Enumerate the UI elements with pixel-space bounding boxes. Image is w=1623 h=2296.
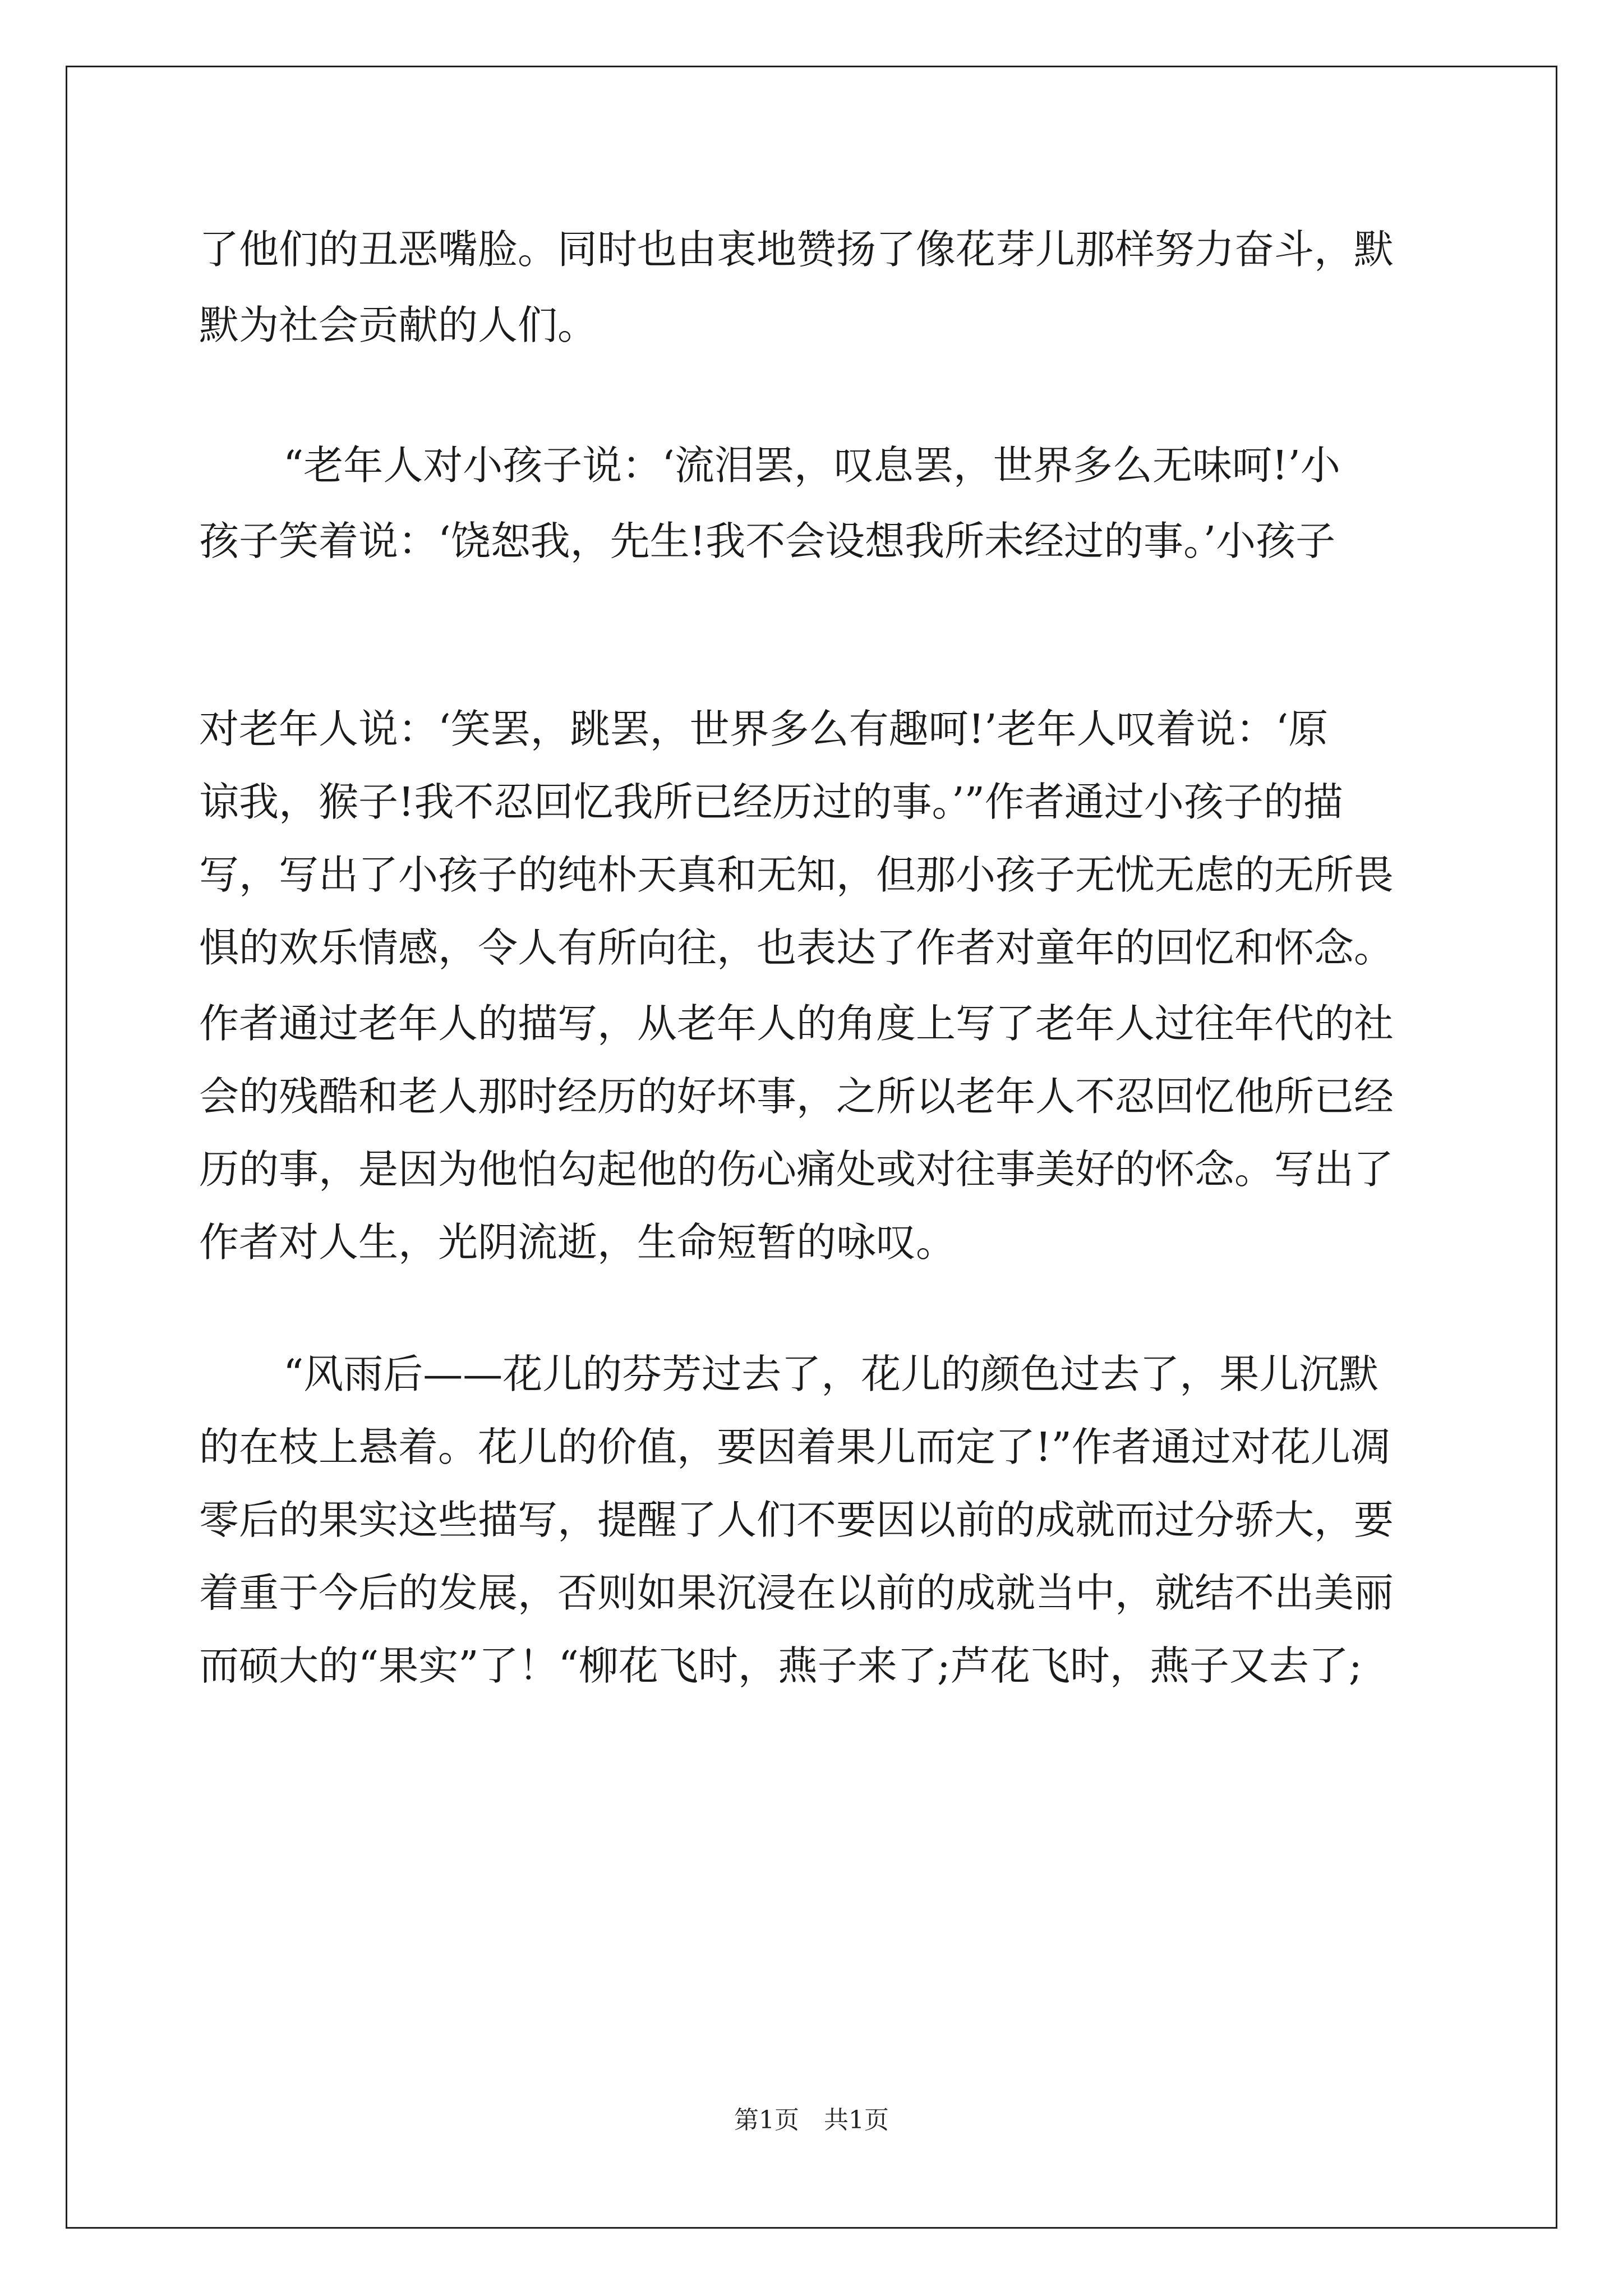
text-line: “老年人对小孩子说：‘流泪罢，叹息罢，世界多么无味呵!’小	[283, 442, 1340, 489]
text-line: 谅我，猴子!我不忍回忆我所已经历过的事。’”作者通过小孩子的描	[199, 779, 1343, 825]
text-line: 历的事，是因为他怕勾起他的伤心痛处或对往事美好的怀念。写出了	[199, 1146, 1394, 1193]
text-line: 惧的欢乐情感，令人有所向往，也表达了作者对童年的回忆和怀念。	[199, 924, 1394, 971]
text-line: 零后的果实这些描写，提醒了人们不要因以前的成就而过分骄大，要	[199, 1497, 1394, 1543]
text-line: 着重于今后的发展，否则如果沉浸在以前的成就当中，就结不出美丽	[199, 1570, 1394, 1616]
text-line: 了他们的丑恶嘴脸。同时也由衷地赞扬了像花芽儿那样努力奋斗，默	[199, 226, 1394, 273]
text-line: 而硕大的“果实”了！“柳花飞时，燕子来了;芦花飞时，燕子又去了;	[199, 1642, 1362, 1689]
text-line: 作者通过老年人的描写，从老年人的角度上写了老年人过往年代的社	[199, 1000, 1394, 1047]
text-line: 默为社会贡献的人们。	[199, 302, 598, 348]
page-number-label: 第1页 共1页	[734, 2106, 889, 2134]
text-line: 的在枝上悬着。花儿的价值，要因着果儿而定了!”作者通过对花儿凋	[199, 1424, 1390, 1470]
text-line: 写，写出了小孩子的纯朴天真和无知，但那小孩子无忧无虑的无所畏	[199, 852, 1394, 898]
text-line: 对老年人说：‘笑罢，跳罢，世界多么有趣呵!’老年人叹着说：‘原	[199, 706, 1329, 752]
text-line: 孩子笑着说：‘饶恕我，先生!我不会设想我所未经过的事。’小孩子	[199, 518, 1336, 564]
text-line: “风雨后——花儿的芬芳过去了，花儿的颜色过去了，果儿沉默	[283, 1351, 1379, 1397]
text-line: 作者对人生，光阴流逝，生命短暂的咏叹。	[199, 1219, 956, 1266]
page-footer	[0, 2104, 1623, 2137]
text-line: 会的残酷和老人那时经历的好坏事，之所以老年人不忍回忆他所已经	[199, 1073, 1394, 1120]
